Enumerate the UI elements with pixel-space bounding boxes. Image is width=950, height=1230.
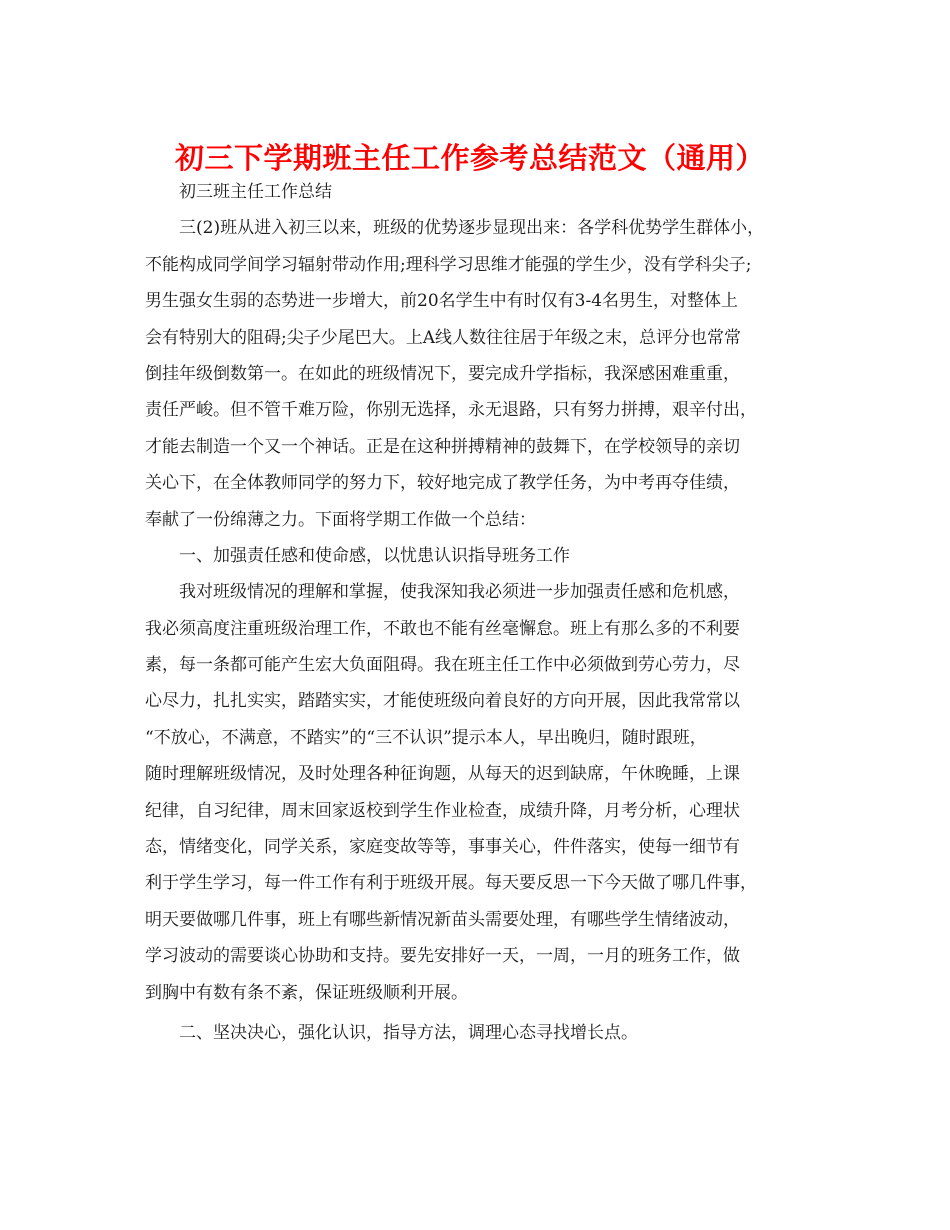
paragraph-line: 态，情绪变化，同学关系，家庭变故等等，事事关心，件件落实，使每一细节有 — [145, 837, 740, 858]
paragraph-line: 学习波动的需要谈心协助和支持。要先安排好一天，一周，一月的班务工作，做 — [145, 946, 740, 967]
paragraph-line: 奉献了一份绵薄之力。下面将学期工作做一个总结： — [145, 509, 536, 530]
section-heading: 二、坚决决心，强化认识，指导方法，调理心态寻找增长点。 — [179, 1022, 638, 1043]
section-heading: 一、加强责任感和使命感，以忧患认识指导班务工作 — [179, 545, 570, 566]
paragraph-line: 才能去制造一个又一个神话。正是在这种拼搏精神的鼓舞下，在学校领导的亲切 — [145, 436, 740, 457]
paragraph-line: 明天要做哪几件事，班上有哪些新情况新苗头需要处理，有哪些学生情绪波动， — [145, 909, 740, 930]
paragraph-line: 三(2)班从进入初三以来，班级的优势逐步显现出来：各学科优势学生群体小， — [179, 218, 765, 239]
paragraph-line: 我对班级情况的理解和掌握，使我深知我必须进一步加强责任感和危机感， — [179, 582, 740, 603]
paragraph-line: 我必须高度注重班级治理工作，不敢也不能有丝毫懈怠。班上有那么多的不利要 — [145, 618, 740, 639]
document-title: 初三下学期班主任工作参考总结范文（通用） — [174, 141, 765, 175]
paragraph-line: 纪律，自习纪律，周末回家返校到学生作业检查，成绩升降，月考分析，心理状 — [145, 800, 740, 821]
paragraph-line: 男生强女生弱的态势进一步增大，前20名学生中有时仅有3-4名男生，对整体上 — [145, 291, 739, 312]
paragraph-line: 不能构成同学间学习辐射带动作用;理科学习思维才能强的学生少，没有学科尖子; — [145, 254, 752, 275]
paragraph-line: 倒挂年级倒数第一。在如此的班级情况下，要完成升学指标，我深感困难重重， — [145, 363, 740, 384]
paragraph-line: 关心下，在全体教师同学的努力下，较好地完成了教学任务，为中考再夺佳绩， — [145, 473, 740, 494]
paragraph-line: 随时理解班级情况，及时处理各种征询题，从每天的迟到缺席，午休晚睡，上课 — [145, 764, 740, 785]
paragraph-line: 素，每一条都可能产生宏大负面阻碍。我在班主任工作中必须做到劳心劳力，尽 — [145, 655, 740, 676]
subtitle-line: 初三班主任工作总结 — [179, 182, 332, 202]
paragraph-line: 心尽力，扎扎实实，踏踏实实，才能使班级向着良好的方向开展，因此我常常以 — [145, 691, 740, 712]
document-body — [145, 174, 815, 1051]
paragraph-line: 会有特别大的阻碍;尖子少尾巴大。上A线人数往往居于年级之末，总评分也常常 — [145, 327, 742, 348]
paragraph-line: 利于学生学习，每一件工作有利于班级开展。每天要反思一下今天做了哪几件事， — [145, 873, 757, 894]
paragraph-line: 到胸中有数有条不紊，保证班级顺利开展。 — [145, 982, 468, 1003]
paragraph-line: 责任严峻。但不管千难万险，你别无选择，永无退路，只有努力拼搏，艰辛付出， — [145, 400, 757, 421]
paragraph-line: “不放心，不满意，不踏实”的“三不认识”提示本人，早出晚归，随时跟班， — [145, 727, 707, 748]
